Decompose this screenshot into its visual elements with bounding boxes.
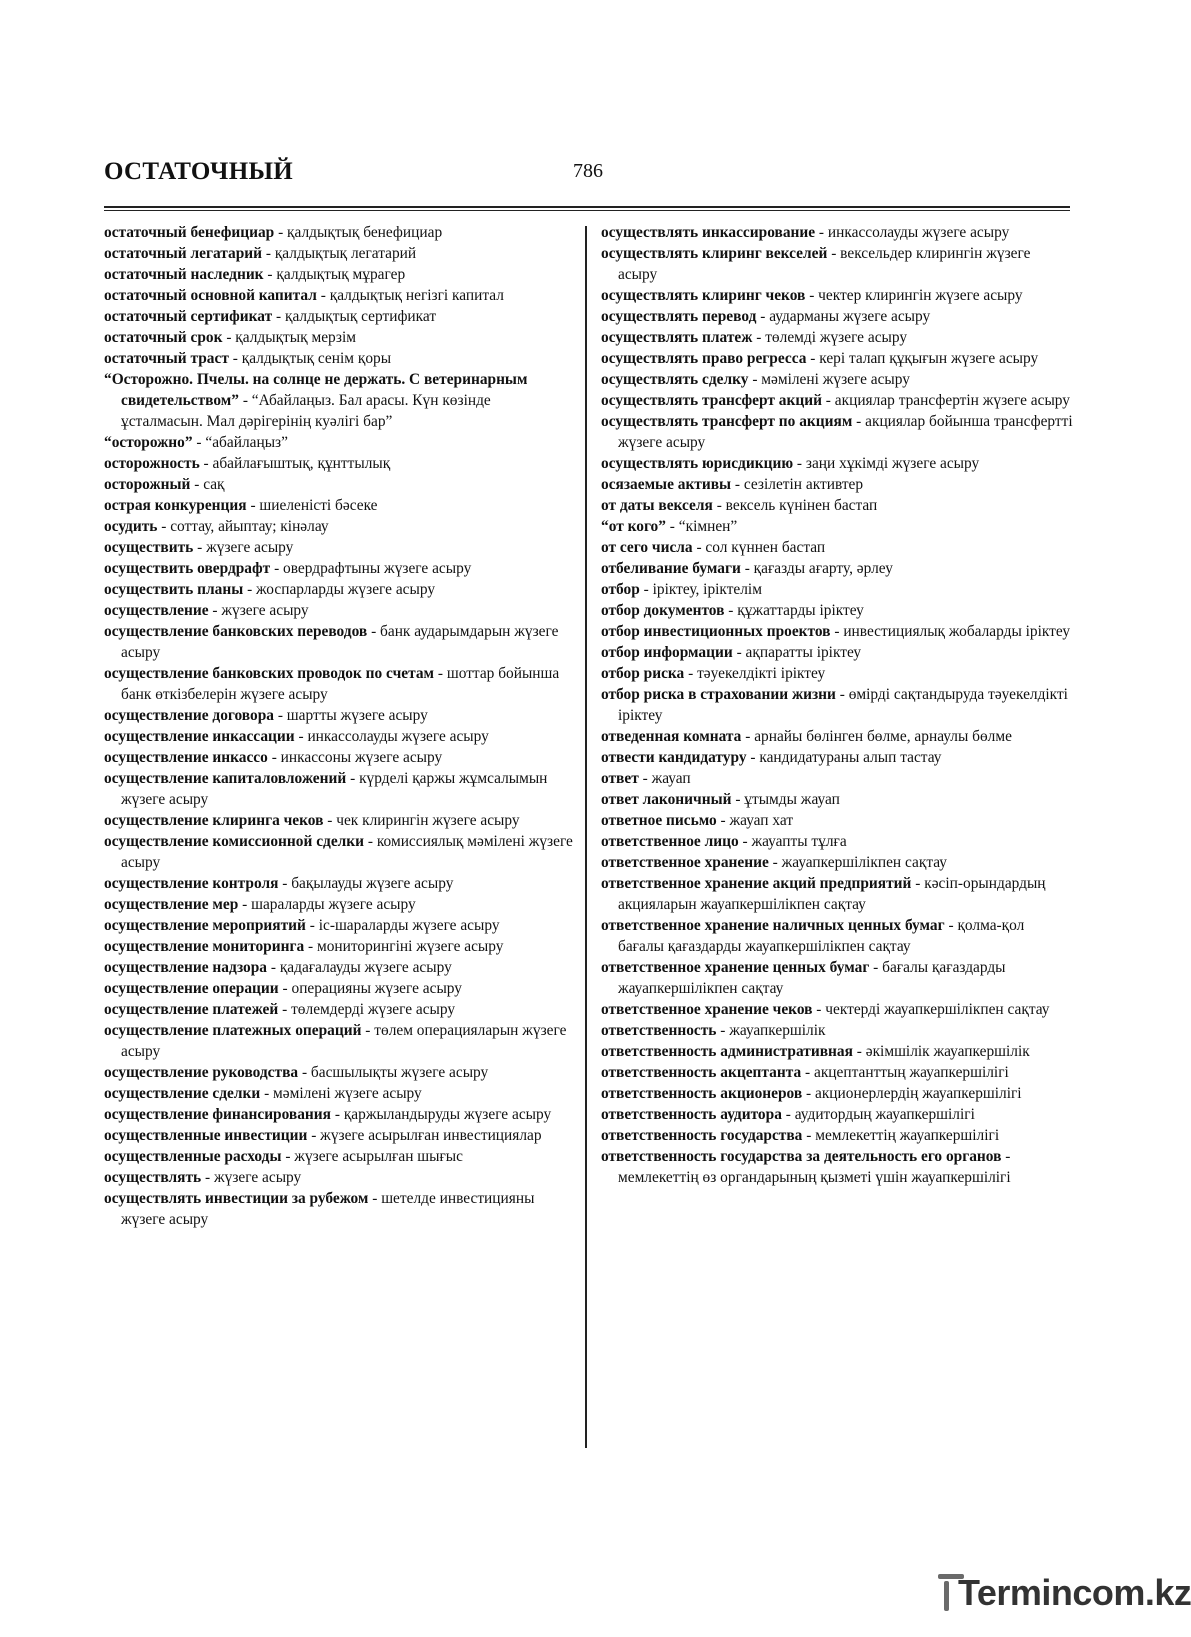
entry-term: остаточный сертификат — [104, 308, 273, 325]
entry-term: “осторожно” — [104, 434, 193, 451]
entry-term: остаточный срок — [104, 329, 223, 346]
entry-definition: - жауапты тұлға — [738, 833, 847, 850]
entry-definition: - іріктеу, іріктелім — [639, 581, 762, 598]
entry-definition: - мониторингіні жүзеге асыру — [304, 938, 504, 955]
dictionary-entry — [104, 663, 574, 705]
entry-term: ответственность государства за деятельность его органов — [601, 1148, 1002, 1165]
entry-definition: - жоспарларды жүзеге асыру — [243, 581, 436, 598]
entry-definition: - чектер клирингін жүзеге асыру — [805, 287, 1023, 304]
dictionary-entry — [601, 537, 1073, 558]
page-number: 786 — [573, 160, 603, 182]
entry-term: отбор документов — [601, 602, 725, 619]
entry-term: осуществление сделки — [104, 1085, 261, 1102]
entry-definition: - шоттар бойынша банк өткізбелерін жүзеге асыру — [121, 665, 560, 703]
termincom-logo[interactable] — [936, 1568, 1191, 1620]
entry-definition: - аудитордың жауапкершілігі — [781, 1106, 975, 1123]
entry-definition: - тәуекелдікті іріктеу — [684, 665, 826, 682]
dictionary-entry — [601, 873, 1073, 915]
dictionary-entry — [104, 747, 574, 768]
entry-term: осуществление комиссионной сделки — [104, 833, 365, 850]
entry-term: осуществить планы — [104, 581, 244, 598]
entry-definition: - акционерлердің жауапкершілігі — [802, 1085, 1022, 1102]
dictionary-entry — [601, 684, 1073, 726]
entry-definition: - қаржыландыруды жүзеге асыру — [331, 1106, 552, 1123]
entry-term: острая конкуренция — [104, 497, 247, 514]
entry-term: ответственное лицо — [601, 833, 739, 850]
dictionary-entry — [104, 327, 574, 348]
header-rule-thin — [104, 210, 1070, 211]
page-header-word: ОСТАТОЧНЫЙ — [104, 158, 294, 185]
entry-definition: - жүзеге асыру — [208, 602, 309, 619]
entry-definition: - жауап хат — [716, 812, 794, 829]
entry-definition: - мемлекеттің жауапкершілігі — [802, 1127, 1000, 1144]
entry-term: осуществление инкассо — [104, 749, 268, 766]
entry-term: осуществлять сделку — [601, 371, 749, 388]
dictionary-entry — [601, 327, 1073, 348]
dictionary-entry — [104, 621, 574, 663]
dictionary-entry — [601, 768, 1073, 789]
entry-definition: - овердрафтыны жүзеге асыру — [270, 560, 472, 577]
entry-term: осторожный — [104, 476, 191, 493]
dictionary-entry — [104, 768, 574, 810]
entry-definition: - сол күннен бастап — [692, 539, 826, 556]
entry-definition: - операцияны жүзеге асыру — [278, 980, 462, 997]
entry-definition: - мәмілені жүзеге асыру — [748, 371, 910, 388]
dictionary-entry — [601, 474, 1073, 495]
entry-definition: - кәсіп-орындардың акцияларын жауапкершілікпен сақтау — [618, 875, 1046, 913]
entry-term: ответственность административная — [601, 1043, 853, 1060]
entry-term: осуществление банковских переводов — [104, 623, 368, 640]
entry-definition: - қалдықтық мерзім — [222, 329, 357, 346]
entry-term: ответственное хранение наличных ценных бумаг — [601, 917, 945, 934]
dictionary-entry — [104, 453, 574, 474]
entry-definition: - басшылықты жүзеге асыру — [298, 1064, 489, 1081]
entry-term: отвести кандидатуру — [601, 749, 747, 766]
dictionary-entry — [104, 1146, 574, 1167]
entry-term: ответственность государства — [601, 1127, 803, 1144]
dictionary-entry — [601, 369, 1073, 390]
dictionary-entry — [104, 894, 574, 915]
entry-definition: - құжаттарды іріктеу — [724, 602, 864, 619]
entry-term: осуществленные инвестиции — [104, 1127, 308, 1144]
dictionary-entry — [601, 1020, 1073, 1041]
entry-term: осуществлять трансферт по акциям — [601, 413, 853, 430]
entry-term: ответственное хранение акций предприятий — [601, 875, 912, 892]
dictionary-entry — [601, 852, 1073, 873]
dictionary-entry — [104, 222, 574, 243]
entry-definition: - акциялар бойынша трансфертті жүзеге асыру — [618, 413, 1073, 451]
entry-definition: - чектерді жауапкершілікпен сақтау — [812, 1001, 1050, 1018]
dictionary-entry — [601, 831, 1073, 852]
entry-term: отбор риска в страховании жизни — [601, 686, 836, 703]
dictionary-entry — [601, 1104, 1073, 1125]
dictionary-entry — [601, 747, 1073, 768]
entry-term: ответственное хранение чеков — [601, 1001, 813, 1018]
dictionary-entry — [104, 306, 574, 327]
entry-term: ответственность — [601, 1022, 717, 1039]
entry-definition: - қалдықтық мұрагер — [263, 266, 406, 283]
entry-term: ответственное хранение ценных бумаг — [601, 959, 870, 976]
dictionary-entry — [601, 663, 1073, 684]
dictionary-entry — [601, 411, 1073, 453]
logo-mark-stem-icon — [944, 1581, 949, 1611]
entry-term: остаточный бенефициар — [104, 224, 275, 241]
entry-definition: - жауапкершілік — [716, 1022, 826, 1039]
entry-definition: - қалдықтық негізгі капитал — [316, 287, 504, 304]
entry-definition: - “Абайлаңыз. Бал арасы. Күн көзінде ұсталмасын. Мал дәрігерінің куәлігі бар” — [121, 392, 491, 430]
entry-term: осуществлять клиринг векселей — [601, 245, 828, 262]
entry-definition: - акциялар трансфертін жүзеге асыру — [821, 392, 1070, 409]
entry-term: осудить — [104, 518, 158, 535]
entry-term: осуществление мониторинга — [104, 938, 305, 955]
entry-definition: - вексель күнінен бастап — [712, 497, 878, 514]
dictionary-entry — [601, 306, 1073, 327]
entry-term: ответное письмо — [601, 812, 717, 829]
entry-definition: - іс-шараларды жүзеге асыру — [305, 917, 500, 934]
dictionary-entry — [104, 516, 574, 537]
dictionary-entry — [104, 831, 574, 873]
entry-definition: - қадағалауды жүзеге асыру — [267, 959, 452, 976]
entry-definition: - бағалы қағаздарды жауапкершілікпен сақтау — [618, 959, 1006, 997]
dictionary-entry — [601, 1062, 1073, 1083]
entry-term: “Осторожно. Пчелы. на солнце не держать. С ветеринарным свидетельством” — [104, 371, 528, 409]
dictionary-entry — [104, 285, 574, 306]
header-rule-thick — [104, 206, 1070, 208]
entry-definition: - қалдықтық легатарий — [262, 245, 417, 262]
dictionary-entry — [601, 810, 1073, 831]
logo-text: Termincom.kz — [958, 1572, 1191, 1613]
entry-definition: - қалдықтық сенім қоры — [228, 350, 392, 367]
entry-term: осуществление инкассации — [104, 728, 295, 745]
dictionary-entry — [104, 999, 574, 1020]
entry-term: осуществление платежных операций — [104, 1022, 362, 1039]
entry-definition: - жүзеге асыру — [193, 539, 294, 556]
entry-term: отбеливание бумаги — [601, 560, 741, 577]
entry-definition: - вексельдер клирингін жүзеге асыру — [618, 245, 1031, 283]
dictionary-entry — [104, 348, 574, 369]
entry-term: осуществление — [104, 602, 209, 619]
dictionary-entry — [104, 915, 574, 936]
dictionary-entry — [104, 705, 574, 726]
entry-definition: - мемлекеттің өз органдарының қызметі үшін жауапкершілігі — [618, 1148, 1011, 1186]
entry-term: отбор риска — [601, 665, 685, 682]
entry-definition: - инкассолауды жүзеге асыру — [815, 224, 1010, 241]
dictionary-entry — [601, 285, 1073, 306]
entry-definition: - қалдықтық сертификат — [272, 308, 437, 325]
entry-definition: - кандидатураны алып тастау — [746, 749, 942, 766]
entry-definition: - инкассоны жүзеге асыру — [267, 749, 443, 766]
entry-definition: - жүзеге асырылған шығыс — [281, 1148, 463, 1165]
entry-term: осуществление платежей — [104, 1001, 279, 1018]
right-column — [601, 222, 1073, 1188]
dictionary-entry — [104, 1020, 574, 1062]
entry-definition: - сезілетін активтер — [731, 476, 864, 493]
entry-term: осуществлять инкассирование — [601, 224, 816, 241]
entry-term: ответственное хранение — [601, 854, 769, 871]
entry-definition: - жауапкершілікпен сақтау — [768, 854, 947, 871]
entry-term: остаточный траст — [104, 350, 229, 367]
dictionary-entry — [601, 726, 1073, 747]
dictionary-entry — [601, 222, 1073, 243]
entry-definition: - қалдықтық бенефициар — [274, 224, 443, 241]
entry-term: ответственность акцептанта — [601, 1064, 802, 1081]
entry-definition: - инвестициялық жобаларды іріктеу — [830, 623, 1071, 640]
entry-definition: - өмірді сақтандыруда тәуекелдікті іріктеу — [618, 686, 1068, 724]
entry-term: остаточный основной капитал — [104, 287, 317, 304]
entry-term: осуществление операции — [104, 980, 279, 997]
entry-term: осуществление банковских проводок по счетам — [104, 665, 435, 682]
dictionary-entry — [104, 537, 574, 558]
entry-definition: - жүзеге асырылған инвестициялар — [307, 1127, 542, 1144]
entry-term: ответ — [601, 770, 639, 787]
entry-definition: - шараларды жүзеге асыру — [238, 896, 416, 913]
entry-term: осуществление договора — [104, 707, 274, 724]
entry-definition: - чек клирингін жүзеге асыру — [323, 812, 520, 829]
entry-term: осуществление мер — [104, 896, 239, 913]
entry-definition: - күрделі қаржы жұмсалымын жүзеге асыру — [121, 770, 548, 808]
dictionary-entry — [601, 390, 1073, 411]
entry-term: осуществлять — [104, 1169, 202, 1186]
entry-definition: - төлемді жүзеге асыру — [752, 329, 908, 346]
entry-term: осуществление финансирования — [104, 1106, 331, 1123]
dictionary-entry — [104, 495, 574, 516]
entry-term: осуществлять платеж — [601, 329, 753, 346]
entry-definition: - әкімшілік жауапкершілік — [852, 1043, 1030, 1060]
dictionary-entry — [601, 558, 1073, 579]
entry-term: ответственность аудитора — [601, 1106, 782, 1123]
dictionary-entry — [104, 1125, 574, 1146]
dictionary-entry — [601, 621, 1073, 642]
entry-definition: - шартты жүзеге асыру — [273, 707, 428, 724]
dictionary-entry — [104, 264, 574, 285]
dictionary-entry — [601, 1146, 1073, 1188]
entry-definition: - “кімнен” — [665, 518, 738, 535]
entry-term: осязаемые активы — [601, 476, 732, 493]
entry-definition: - мәмілені жүзеге асыру — [260, 1085, 422, 1102]
dictionary-entry — [104, 243, 574, 264]
entry-definition: - қолма-қол бағалы қағаздарды жауапкершілікпен сақтау — [618, 917, 1025, 955]
entry-definition: - төлемдерді жүзеге асыру — [278, 1001, 456, 1018]
dictionary-entry — [601, 1083, 1073, 1104]
dictionary-entry — [104, 558, 574, 579]
dictionary-entry — [104, 1104, 574, 1125]
entry-definition: - комиссиялық мәмілені жүзеге асыру — [121, 833, 573, 871]
entry-definition: - инкассолауды жүзеге асыру — [294, 728, 489, 745]
dictionary-entry — [104, 978, 574, 999]
entry-term: отведенная комната — [601, 728, 742, 745]
dictionary-entry — [104, 936, 574, 957]
dictionary-entry — [601, 957, 1073, 999]
entry-definition: - шетелде инвестицияны жүзеге асыру — [121, 1190, 535, 1228]
entry-definition: - қағазды ағарту, әрлеу — [740, 560, 893, 577]
dictionary-entry — [104, 957, 574, 978]
entry-definition: - шиеленісті бәсеке — [246, 497, 378, 514]
entry-term: осуществлять юрисдикцию — [601, 455, 794, 472]
entry-definition: - жауап — [638, 770, 691, 787]
dictionary-entry — [601, 495, 1073, 516]
dictionary-entry — [104, 1062, 574, 1083]
entry-term: осуществлять клиринг чеков — [601, 287, 806, 304]
entry-definition: - ұтымды жауап — [731, 791, 840, 808]
entry-term: осуществлять право регресса — [601, 350, 807, 367]
dictionary-entry — [601, 516, 1073, 537]
left-column — [104, 222, 574, 1230]
dictionary-entry — [104, 873, 574, 894]
dictionary-entry — [601, 243, 1073, 285]
entry-term: отбор — [601, 581, 640, 598]
dictionary-entry — [104, 432, 574, 453]
entry-definition: - заңи хұкімді жүзеге асыру — [793, 455, 980, 472]
entry-term: осуществление клиринга чеков — [104, 812, 324, 829]
entry-term: осуществленные расходы — [104, 1148, 282, 1165]
entry-definition: - сақ — [190, 476, 225, 493]
dictionary-entry — [104, 1167, 574, 1188]
dictionary-entry — [601, 1041, 1073, 1062]
entry-term: “от кого” — [601, 518, 666, 535]
dictionary-entry — [104, 810, 574, 831]
entry-term: осуществление капиталовложений — [104, 770, 347, 787]
dictionary-entry — [601, 915, 1073, 957]
dictionary-entry — [104, 579, 574, 600]
entry-definition: - бақылауды жүзеге асыру — [278, 875, 454, 892]
entry-term: осуществить — [104, 539, 194, 556]
dictionary-entry — [104, 600, 574, 621]
entry-definition: - банк аударымдарын жүзеге асыру — [121, 623, 559, 661]
dictionary-entry — [601, 789, 1073, 810]
entry-definition: - арнайы бөлінген бөлме, арнаулы бөлме — [741, 728, 1012, 745]
dictionary-entry — [601, 600, 1073, 621]
entry-definition: - соттау, айыптау; кінәлау — [157, 518, 329, 535]
dictionary-entry — [104, 1083, 574, 1104]
entry-term: осуществлять перевод — [601, 308, 757, 325]
entry-term: остаточный легатарий — [104, 245, 262, 262]
entry-term: осуществление надзора — [104, 959, 267, 976]
column-divider — [585, 226, 587, 1448]
entry-term: от сего числа — [601, 539, 693, 556]
entry-term: от даты векселя — [601, 497, 713, 514]
entry-term: отбор инвестиционных проектов — [601, 623, 831, 640]
dictionary-entry — [601, 579, 1073, 600]
entry-definition: - төлем операцияларын жүзеге асыру — [121, 1022, 567, 1060]
entry-term: ответственность акционеров — [601, 1085, 803, 1102]
dictionary-entry — [601, 1125, 1073, 1146]
entry-term: осуществлять инвестиции за рубежом — [104, 1190, 369, 1207]
dictionary-entry — [104, 474, 574, 495]
entry-term: осуществление руководства — [104, 1064, 299, 1081]
entry-term: остаточный наследник — [104, 266, 264, 283]
entry-term: осуществление контроля — [104, 875, 279, 892]
entry-term: осуществление мероприятий — [104, 917, 306, 934]
dictionary-entry — [601, 642, 1073, 663]
entry-definition: - абайлағыштық, құнттылық — [199, 455, 391, 472]
entry-term: ответ лаконичный — [601, 791, 732, 808]
entry-term: отбор информации — [601, 644, 733, 661]
dictionary-entry — [104, 1188, 574, 1230]
entry-definition: - аударманы жүзеге асыру — [756, 308, 931, 325]
entry-definition: - “абайлаңыз” — [192, 434, 288, 451]
entry-definition: - жүзеге асыру — [201, 1169, 302, 1186]
dictionary-entry — [104, 369, 574, 432]
entry-definition: - ақпаратты іріктеу — [732, 644, 862, 661]
entry-term: осуществлять трансферт акций — [601, 392, 822, 409]
dictionary-entry — [601, 999, 1073, 1020]
dictionary-entry — [601, 348, 1073, 369]
dictionary-entry — [601, 453, 1073, 474]
entry-definition: - акцептанттың жауапкершілігі — [801, 1064, 1009, 1081]
dictionary-entry — [104, 726, 574, 747]
entry-term: осторожность — [104, 455, 200, 472]
entry-definition: - кері талап құқығын жүзеге асыру — [806, 350, 1039, 367]
entry-term: осуществить овердрафт — [104, 560, 271, 577]
